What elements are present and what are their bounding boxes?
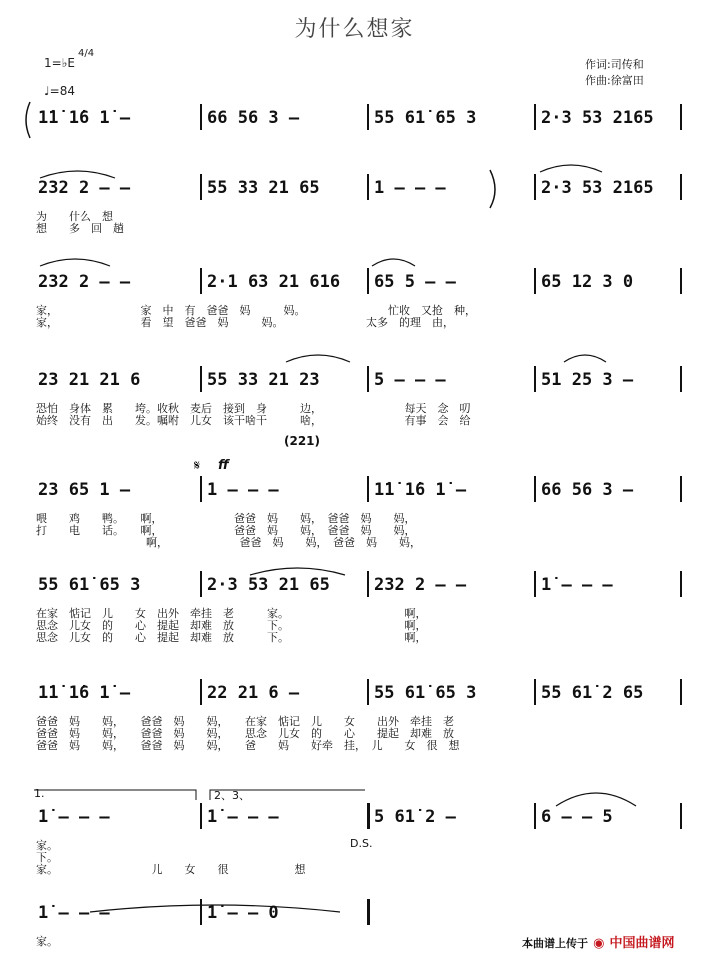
barline xyxy=(367,268,369,294)
measure-notes: 1̇ – – – xyxy=(38,903,110,923)
lyric-line: 喂 鸡 鸭。 啊， 爸爸 妈 妈， 爸爸 妈 妈， xyxy=(36,512,416,525)
barline xyxy=(367,803,370,829)
barline xyxy=(200,571,202,597)
barline xyxy=(534,104,536,130)
volta-bracket-label: 1. xyxy=(34,787,45,800)
measure-notes: 23 65 1 – xyxy=(38,480,131,500)
lyric-line: 家。 xyxy=(36,935,58,948)
lyric-line: 家， 看 望 爸爸 妈 妈。 太多 的理 由， xyxy=(36,316,454,329)
measure-notes: 232 2 – – xyxy=(38,178,131,198)
lyric-line: 思念 儿女 的 心 提起 却难 放 下。 啊， xyxy=(36,631,427,644)
lyric-line: 思念 儿女 的 心 提起 却难 放 下。 啊， xyxy=(36,619,427,632)
volta-bracket-label: 2、3、 xyxy=(214,789,250,802)
tie-slur xyxy=(40,171,115,178)
site-name: 中国曲谱网 xyxy=(609,936,675,951)
measure-notes: 1̇ – – – xyxy=(38,807,110,827)
footer-text: 本曲谱上传于 xyxy=(522,937,588,950)
measure-notes: 66 56 3 – xyxy=(207,108,300,128)
barline xyxy=(534,476,536,502)
segno-icon: 𝄋 xyxy=(194,458,201,474)
measure-notes: 1 – – – xyxy=(207,480,279,500)
measure-notes: 65 5 – – xyxy=(374,272,456,292)
lyric-line: 家。 儿 女 很 想 xyxy=(36,863,306,876)
measure-notes: 1̇ – – 0 xyxy=(207,903,279,923)
barline xyxy=(680,571,682,597)
barline xyxy=(200,366,202,392)
measure-notes: 66 56 3 – xyxy=(541,480,634,500)
measure-notes: 55 61̇ 65 3 xyxy=(374,108,477,128)
lyric-line: 想 多 回 趟 xyxy=(36,222,124,235)
lyric-line: 始终 没有 出 发。嘱咐 儿女 该干啥干 啥， 有事 会 给 xyxy=(36,414,471,427)
measure-notes: 65 12 3 0 xyxy=(541,272,634,292)
measure-notes: 232 2 – – xyxy=(38,272,131,292)
barline xyxy=(367,899,370,925)
measure-notes: 1 – – – xyxy=(374,178,446,198)
dynamic-marking: ff xyxy=(218,458,229,473)
measure-notes: 55 33 21 23 xyxy=(207,370,320,390)
barline xyxy=(680,366,682,392)
measure-notes: 2·3 53 21 65 xyxy=(207,575,330,595)
measure-notes: 1̇ – – – xyxy=(541,575,613,595)
lyric-line: 爸爸 妈 妈， 爸爸 妈 妈， 爸 妈 好牵 挂， 儿 女 很 想 xyxy=(36,739,460,752)
lyric-line: 家。 xyxy=(36,839,58,852)
composer-credit: 作曲:徐富田 xyxy=(585,74,644,87)
barline xyxy=(534,174,536,200)
measure-notes: 55 61̇ 65 3 xyxy=(374,683,477,703)
lyric-line: 爸爸 妈 妈， 爸爸 妈 妈， 思念 儿女 的 心 提起 却难 放 xyxy=(36,727,454,740)
barline xyxy=(367,366,369,392)
barline xyxy=(534,803,536,829)
lyric-line: 爸爸 妈 妈， 爸爸 妈 妈， 在家 惦记 儿 女 出外 牵挂 老 xyxy=(36,715,454,728)
measure-notes: 5 61̇ 2 – xyxy=(374,807,456,827)
measure-notes: 2·3 53 2165 xyxy=(541,108,654,128)
site-logo-icon: ◉ xyxy=(593,936,605,951)
volta-line-1 xyxy=(34,790,196,800)
lyric-line: 为 什么 想 xyxy=(36,210,113,223)
barline xyxy=(680,268,682,294)
tie-slur xyxy=(540,165,602,172)
barline xyxy=(680,174,682,200)
measure-notes: 2·3 53 2165 xyxy=(541,178,654,198)
tie-slur xyxy=(564,355,606,362)
barline xyxy=(534,366,536,392)
measure-notes: 1̇ – – – xyxy=(207,807,279,827)
lyricist-credit: 作词:司传和 xyxy=(585,58,644,71)
measure-notes: 23 21 21 6 xyxy=(38,370,141,390)
measure-notes: 6 – – 5 xyxy=(541,807,613,827)
barline xyxy=(367,476,369,502)
lyric-line: 在家 惦记 儿 女 出外 牵挂 老 家。 啊， xyxy=(36,607,427,620)
barline xyxy=(367,174,369,200)
upload-footer xyxy=(522,932,675,951)
barline xyxy=(534,679,536,705)
lyric-line: 啊， 爸爸 妈 妈， 爸爸 妈 妈， xyxy=(36,536,421,549)
measure-notes: 55 33 21 65 xyxy=(207,178,320,198)
measure-notes: 55 61̇ 2 65 xyxy=(541,683,644,703)
lyric-line: 打 电 话。 啊， 爸爸 妈 妈， 爸爸 妈 妈， xyxy=(36,524,416,537)
lyric-line: 恐怕 身体 累 垮。收秋 麦后 接到 身 边， 每天 念 叨 xyxy=(36,402,471,415)
tie-slur xyxy=(556,793,636,806)
barline xyxy=(367,679,369,705)
tie-slur xyxy=(286,355,350,362)
measure-notes: 1̇1̇ 1̇6 1̇ – xyxy=(374,480,467,500)
time-signature: 4/4 xyxy=(78,48,95,59)
measure-notes: 51 25 3 – xyxy=(541,370,634,390)
measure-notes: 22 21 6 – xyxy=(207,683,300,703)
tie-slur xyxy=(40,259,110,266)
barline xyxy=(534,268,536,294)
measure-notes: 232 2 – – xyxy=(374,575,467,595)
barline xyxy=(200,104,202,130)
barline xyxy=(200,679,202,705)
alternate-notes: (221) xyxy=(284,434,321,448)
barline xyxy=(680,476,682,502)
barline xyxy=(200,174,202,200)
barline xyxy=(680,679,682,705)
lyric-line: 下。 xyxy=(36,851,58,864)
tempo-marking: ♩=84 xyxy=(44,84,75,98)
system-bracket xyxy=(26,102,30,138)
barline xyxy=(200,476,202,502)
song-title: 为什么想家 xyxy=(294,17,415,42)
barline xyxy=(367,104,369,130)
dal-segno-marking: D.S. xyxy=(350,837,373,850)
key-signature: 1=♭E xyxy=(44,56,75,70)
measure-notes: 1̇1̇ 1̇6 1̇ – xyxy=(38,108,131,128)
barline xyxy=(680,104,682,130)
barline xyxy=(534,571,536,597)
barline xyxy=(200,268,202,294)
measure-notes: 1̇1̇ 1̇6 1̇ – xyxy=(38,683,131,703)
tie-slur xyxy=(250,568,345,575)
repeat-bracket xyxy=(490,170,495,208)
barline xyxy=(367,571,369,597)
measure-notes: 55 61̇ 65 3 xyxy=(38,575,141,595)
barline xyxy=(200,803,202,829)
measure-notes: 5 – – – xyxy=(374,370,446,390)
lyric-line: 家， 家 中 有 爸爸 妈 妈。 忙收 又抢 种， xyxy=(36,304,476,317)
barline xyxy=(200,899,202,925)
tie-slur xyxy=(372,259,415,266)
measure-notes: 2·1 63 21 616 xyxy=(207,272,341,292)
barline xyxy=(680,803,682,829)
